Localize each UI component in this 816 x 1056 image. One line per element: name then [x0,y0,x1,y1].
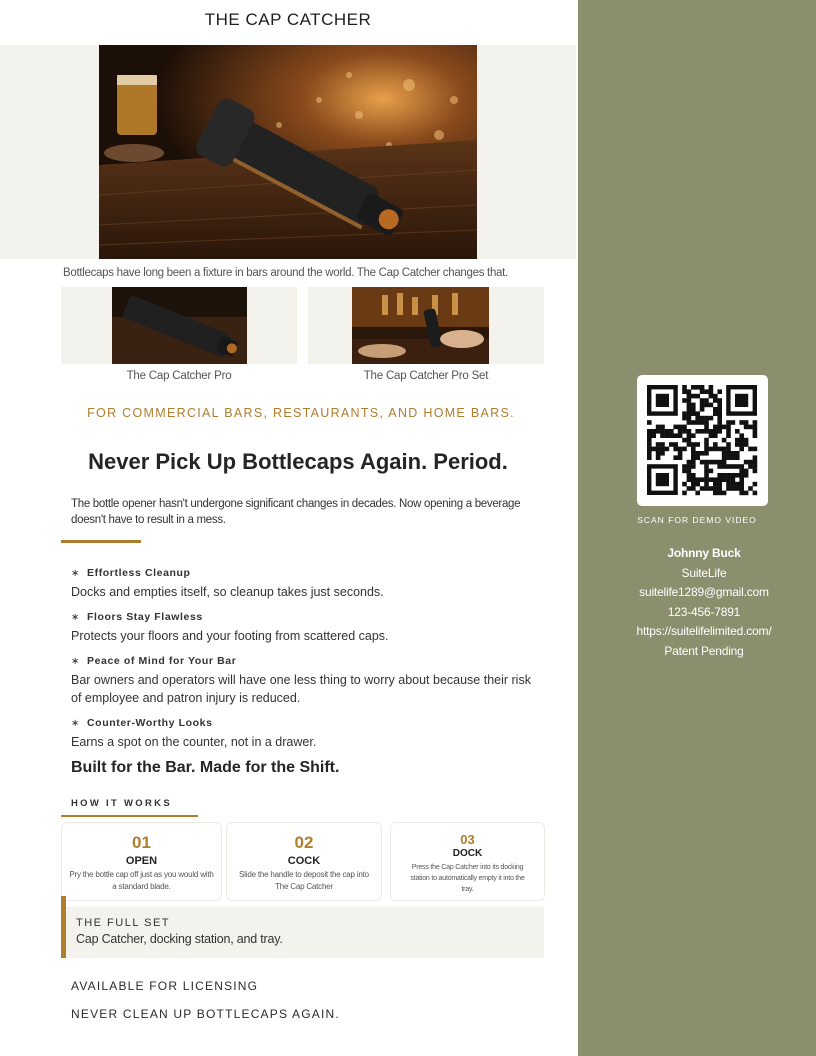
how-it-works-label: HOW IT WORKS [71,798,172,809]
step-number: 01 [132,833,151,852]
feature-item [71,717,531,751]
step-label: OPEN [125,855,158,867]
feature-title: Floors Stay Flawless [87,611,203,623]
bullet-icon: ∗ [71,718,80,729]
document-title: THE CAP CATCHER [204,10,372,29]
feature-body: Bar owners and operators will have one less thing to worry about because their risk of employee and patron injury is reduced. [71,673,531,705]
step-card-cock [226,822,382,901]
contact-name: Johnny Buck [667,546,741,560]
feature-body: Docks and empties itself, so cleanup takes just seconds. [71,585,384,599]
bullet-icon: ∗ [71,612,80,623]
feature-title: Peace of Mind for Your Bar [87,655,237,667]
step-label: DOCK [452,848,483,859]
scan-label: SCAN FOR DEMO VIDEO [637,515,757,525]
hero-photo [99,45,477,259]
contact-email[interactable]: suitelife1289@gmail.com [639,585,769,599]
qr-code-icon [637,375,768,506]
product-caption-pro: The Cap Catcher Pro [126,370,232,382]
contact-phone[interactable]: 123-456-7891 [667,605,741,619]
sidebar-panel [578,0,816,1056]
contact-company: SuiteLife [681,566,727,580]
hero-caption: Bottlecaps have long been a fixture in bars around the world. The Cap Catcher changes that. [63,267,508,279]
divider [61,815,198,817]
feature-title: Counter-Worthy Looks [87,717,213,729]
step-card-dock [390,822,545,901]
product-caption-pro-set: The Cap Catcher Pro Set [363,370,489,382]
product-photo-pro [112,287,247,364]
feature-item [71,567,531,601]
feature-title: Effortless Cleanup [87,567,191,579]
feature-item [71,655,531,707]
licensing-text: AVAILABLE FOR LICENSING [71,979,259,993]
step-description: Press the Cap Catcher into its docking station to automatically empty it into the tray. [410,864,525,893]
divider [61,540,141,543]
patent-status: Patent Pending [664,644,744,658]
tagline: FOR COMMERCIAL BARS, RESTAURANTS, AND HOME BARS. [87,406,515,420]
headline: Never Pick Up Bottlecaps Again. Period. [88,449,508,474]
step-description: Slide the handle to deposit the cap into The Cap Catcher [239,870,369,891]
step-card-open [61,822,222,901]
full-set-title: THE FULL SET [76,917,170,929]
step-number: 03 [460,832,475,847]
section-heading: Built for the Bar. Made for the Shift. [71,759,340,776]
feature-body: Earns a spot on the counter, not in a drawer. [71,735,317,749]
closing-text: NEVER CLEAN UP BOTTLECAPS AGAIN. [71,1007,340,1021]
step-label: COCK [287,855,321,867]
step-description: Pry the bottle cap off just as you would with a standard blade. [69,870,214,891]
accent-bar [61,896,66,958]
contact-website[interactable]: https://suitelifelimited.com/ [636,624,772,638]
intro-paragraph: The bottle opener hasn't undergone significant changes in decades. Now opening a beverage doesn't have to result in a mess. [71,498,521,526]
feature-item [71,611,531,645]
qr-code-card[interactable] [637,375,768,506]
step-number: 02 [294,833,314,852]
full-set-body: Cap Catcher, docking station, and tray. [76,932,283,946]
product-photo-pro-set [352,287,489,364]
bullet-icon: ∗ [71,568,80,579]
feature-body: Protects your floors and your footing from scattered caps. [71,629,389,643]
bullet-icon: ∗ [71,656,80,667]
